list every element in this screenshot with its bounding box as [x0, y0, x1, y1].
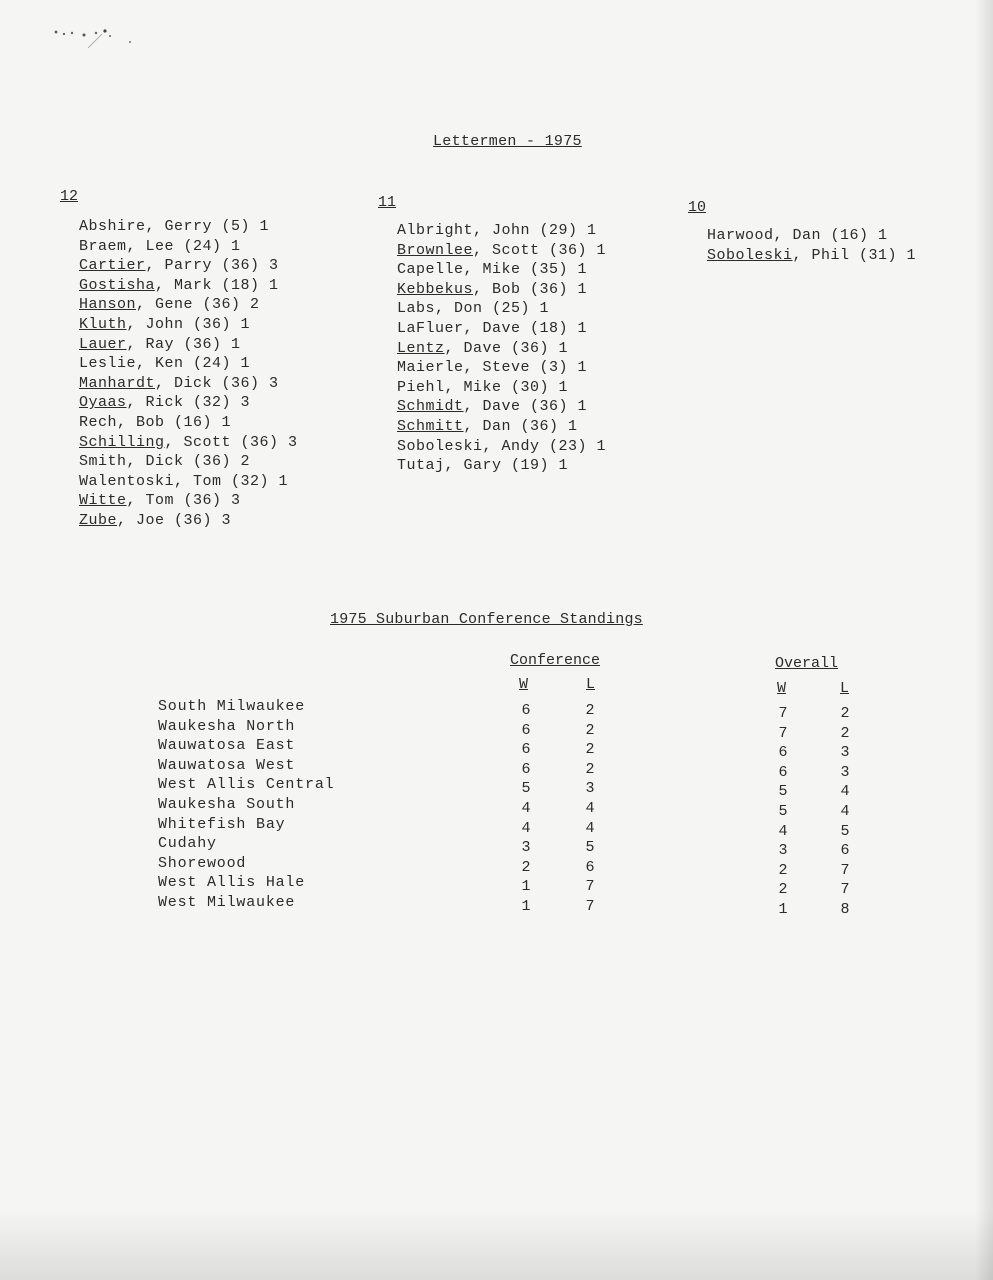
- player-detail: Mike (35) 1: [482, 261, 588, 279]
- player-entry: Abshire, Gerry (5) 1: [79, 218, 270, 235]
- player-entry: Walentoski, Tom (32) 1: [79, 472, 289, 490]
- team-name: West Allis Central: [158, 776, 335, 794]
- conference-losses: 4: [585, 819, 595, 837]
- overall-losses: 4: [840, 802, 850, 820]
- team-name: Waukesha South: [158, 795, 296, 813]
- player-last-name: LaFluer: [397, 319, 464, 337]
- player-detail: Tom (32) 1: [193, 472, 289, 490]
- overall-losses: 5: [840, 822, 850, 840]
- team-name: Shorewood: [158, 854, 247, 872]
- overall-wins: 2: [778, 861, 788, 879]
- overall-losses: 3: [840, 744, 850, 762]
- player-entry: Lauer, Ray (36) 1: [79, 335, 241, 353]
- player-detail: Don (25) 1: [454, 300, 550, 318]
- overall-wins: 1: [778, 900, 788, 918]
- conference-wins: 6: [521, 721, 531, 739]
- overall-losses: 7: [840, 881, 850, 899]
- player-entry: Albright, John (29) 1: [397, 222, 597, 239]
- player-detail: Ken (24) 1: [155, 355, 251, 373]
- player-entry: Harwood, Dan (16) 1: [707, 227, 888, 244]
- player-detail: Mark (18) 1: [174, 276, 279, 294]
- grade-10-roster: [707, 226, 916, 265]
- overall-wins: 4: [778, 822, 788, 840]
- overall-wins: 5: [778, 802, 788, 820]
- player-entry: Witte, Tom (36) 3: [79, 492, 241, 510]
- player-detail: Tom (36) 3: [145, 492, 241, 510]
- player-last-name: Lauer: [79, 335, 127, 353]
- team-name: Cudahy: [158, 835, 217, 853]
- player-entry: Rech, Bob (16) 1: [79, 413, 232, 431]
- overall-wins: 6: [778, 744, 788, 762]
- player-last-name: Rech: [79, 413, 118, 431]
- grade-12-roster: [79, 217, 298, 531]
- team-name: West Allis Hale: [158, 874, 306, 892]
- player-detail: Mike (30) 1: [463, 378, 569, 396]
- player-detail: Phil (31) 1: [811, 246, 917, 264]
- team-name: West Milwaukee: [158, 893, 296, 911]
- player-entry: LaFluer, Dave (18) 1: [397, 319, 588, 337]
- player-detail: Parry (36) 3: [164, 257, 279, 275]
- conference-losses: 2: [585, 760, 595, 778]
- player-last-name: Maierle: [397, 359, 464, 377]
- conference-losses: 4: [585, 799, 595, 817]
- player-entry: Kebbekus, Bob (36) 1: [397, 280, 588, 298]
- conference-wins: 6: [521, 741, 531, 759]
- conference-losses: 3: [585, 780, 595, 798]
- overall-losses: 7: [840, 861, 850, 879]
- overall-losses: 3: [840, 763, 850, 781]
- overall-wins: 3: [778, 842, 788, 860]
- player-last-name: Albright: [397, 222, 474, 239]
- scan-smudge: [50, 26, 140, 50]
- overall-losses: 4: [840, 783, 850, 801]
- overall-wins: 7: [778, 705, 788, 722]
- player-last-name: Soboleski: [397, 437, 483, 455]
- player-entry: Kluth, John (36) 1: [79, 315, 251, 333]
- player-detail: Dick (36) 2: [145, 453, 251, 471]
- conference-wins: 4: [521, 799, 531, 817]
- player-entry: Schmidt, Dave (36) 1: [397, 398, 588, 416]
- conference-losses: 2: [585, 721, 595, 739]
- player-detail: Bob (16) 1: [136, 413, 232, 431]
- team-name: Wauwatosa West: [158, 756, 296, 774]
- conference-wins-column: [516, 701, 536, 917]
- player-detail: Andy (23) 1: [501, 437, 607, 455]
- grade-10-heading: 10: [688, 199, 707, 216]
- player-last-name: Oyaas: [79, 394, 127, 412]
- player-entry: Braem, Lee (24) 1: [79, 237, 241, 255]
- player-entry: Oyaas, Rick (32) 3: [79, 394, 251, 412]
- player-detail: Dick (36) 3: [174, 374, 279, 392]
- conference-losses: 7: [585, 897, 595, 915]
- player-last-name: Schmitt: [397, 417, 464, 435]
- player-entry: Maierle, Steve (3) 1: [397, 359, 588, 377]
- standings-title: 1975 Suburban Conference Standings: [330, 611, 643, 628]
- overall-losses: 8: [840, 900, 850, 918]
- player-entry: Leslie, Ken (24) 1: [79, 355, 251, 373]
- conference-losses: 5: [585, 839, 595, 857]
- overall-losses-column: [835, 704, 855, 920]
- player-detail: Gary (19) 1: [463, 457, 569, 475]
- conference-wins: 1: [521, 897, 531, 915]
- overall-heading: Overall: [775, 655, 839, 672]
- conference-wins: 3: [521, 839, 531, 857]
- player-last-name: Brownlee: [397, 241, 474, 259]
- team-name: South Milwaukee: [158, 698, 306, 715]
- player-last-name: Leslie: [79, 355, 137, 373]
- player-last-name: Manhardt: [79, 374, 156, 392]
- overall-wins: 5: [778, 783, 788, 801]
- player-last-name: Piehl: [397, 378, 445, 396]
- player-entry: Tutaj, Gary (19) 1: [397, 457, 569, 475]
- conference-losses: 6: [585, 858, 595, 876]
- player-detail: Lee (24) 1: [145, 237, 241, 255]
- player-detail: Dan (36) 1: [482, 417, 578, 435]
- overall-losses: 6: [840, 842, 850, 860]
- player-entry: Lentz, Dave (36) 1: [397, 339, 569, 357]
- player-entry: Gostisha, Mark (18) 1: [79, 276, 279, 294]
- player-last-name: Walentoski: [79, 472, 175, 490]
- player-entry: Hanson, Gene (36) 2: [79, 296, 260, 314]
- player-last-name: Tutaj: [397, 457, 445, 475]
- conference-losses: 7: [585, 878, 595, 896]
- overall-wins-column: [773, 704, 793, 920]
- overall-w-heading: W: [777, 680, 787, 697]
- player-last-name: Braem: [79, 237, 127, 255]
- player-entry: Cartier, Parry (36) 3: [79, 257, 279, 275]
- player-last-name: Labs: [397, 300, 436, 318]
- overall-losses: 2: [840, 705, 850, 722]
- player-last-name: Schmidt: [397, 398, 464, 416]
- standings-team-list: [158, 697, 334, 913]
- overall-wins: 7: [778, 724, 788, 742]
- player-detail: Steve (3) 1: [482, 359, 588, 377]
- conference-wins: 2: [521, 858, 531, 876]
- conference-wins: 5: [521, 780, 531, 798]
- player-last-name: Gostisha: [79, 276, 156, 294]
- player-detail: Rick (32) 3: [145, 394, 251, 412]
- conference-wins: 6: [521, 702, 531, 719]
- player-detail: Dave (18) 1: [482, 319, 588, 337]
- overall-l-heading: L: [840, 680, 850, 697]
- overall-wins: 6: [778, 763, 788, 781]
- grade-11-roster: [397, 221, 606, 476]
- scan-shadow-bottom: [0, 1210, 993, 1280]
- page-title: Lettermen - 1975: [433, 133, 582, 150]
- player-detail: John (36) 1: [145, 315, 251, 333]
- team-name: Wauwatosa East: [158, 737, 296, 755]
- player-last-name: Capelle: [397, 261, 464, 279]
- conference-losses-column: [580, 701, 600, 917]
- player-last-name: Hanson: [79, 296, 137, 314]
- player-last-name: Smith: [79, 453, 127, 471]
- player-entry: Brownlee, Scott (36) 1: [397, 241, 607, 259]
- conference-losses: 2: [585, 741, 595, 759]
- player-entry: Schilling, Scott (36) 3: [79, 433, 298, 451]
- player-entry: Soboleski, Phil (31) 1: [707, 246, 917, 264]
- grade-11-heading: 11: [378, 194, 397, 211]
- player-entry: Piehl, Mike (30) 1: [397, 378, 569, 396]
- player-detail: Bob (36) 1: [492, 280, 588, 298]
- player-entry: Zube, Joe (36) 3: [79, 511, 232, 529]
- player-last-name: Cartier: [79, 257, 146, 275]
- overall-wins: 2: [778, 881, 788, 899]
- player-last-name: Kebbekus: [397, 280, 474, 298]
- player-last-name: Soboleski: [707, 246, 793, 264]
- conference-l-heading: L: [586, 676, 596, 693]
- player-last-name: Lentz: [397, 339, 445, 357]
- player-entry: Labs, Don (25) 1: [397, 300, 550, 318]
- player-last-name: Zube: [79, 511, 118, 529]
- player-detail: Dave (36) 1: [463, 339, 569, 357]
- player-detail: Joe (36) 3: [136, 511, 232, 529]
- team-name: Whitefish Bay: [158, 815, 286, 833]
- player-entry: Soboleski, Andy (23) 1: [397, 437, 607, 455]
- team-name: Waukesha North: [158, 717, 296, 735]
- player-entry: Manhardt, Dick (36) 3: [79, 374, 279, 392]
- conference-wins: 1: [521, 878, 531, 896]
- conference-w-heading: W: [519, 676, 529, 693]
- player-last-name: Abshire: [79, 218, 146, 235]
- player-detail: Dave (36) 1: [482, 398, 588, 416]
- player-detail: Gene (36) 2: [155, 296, 260, 314]
- player-detail: John (29) 1: [492, 222, 597, 239]
- conference-heading: Conference: [510, 652, 601, 669]
- player-detail: Dan (16) 1: [792, 227, 888, 244]
- player-detail: Ray (36) 1: [145, 335, 241, 353]
- conference-losses: 2: [585, 702, 595, 719]
- player-entry: Smith, Dick (36) 2: [79, 453, 251, 471]
- player-detail: Gerry (5) 1: [164, 218, 270, 235]
- conference-wins: 6: [521, 760, 531, 778]
- player-entry: Schmitt, Dan (36) 1: [397, 417, 578, 435]
- overall-losses: 2: [840, 724, 850, 742]
- player-last-name: Harwood: [707, 227, 774, 244]
- conference-wins: 4: [521, 819, 531, 837]
- player-last-name: Witte: [79, 492, 127, 510]
- player-last-name: Kluth: [79, 315, 127, 333]
- player-detail: Scott (36) 3: [183, 433, 298, 451]
- player-last-name: Schilling: [79, 433, 165, 451]
- player-detail: Scott (36) 1: [492, 241, 607, 259]
- scan-shadow-right: [975, 0, 993, 1280]
- player-entry: Capelle, Mike (35) 1: [397, 261, 588, 279]
- grade-12-heading: 12: [60, 188, 79, 205]
